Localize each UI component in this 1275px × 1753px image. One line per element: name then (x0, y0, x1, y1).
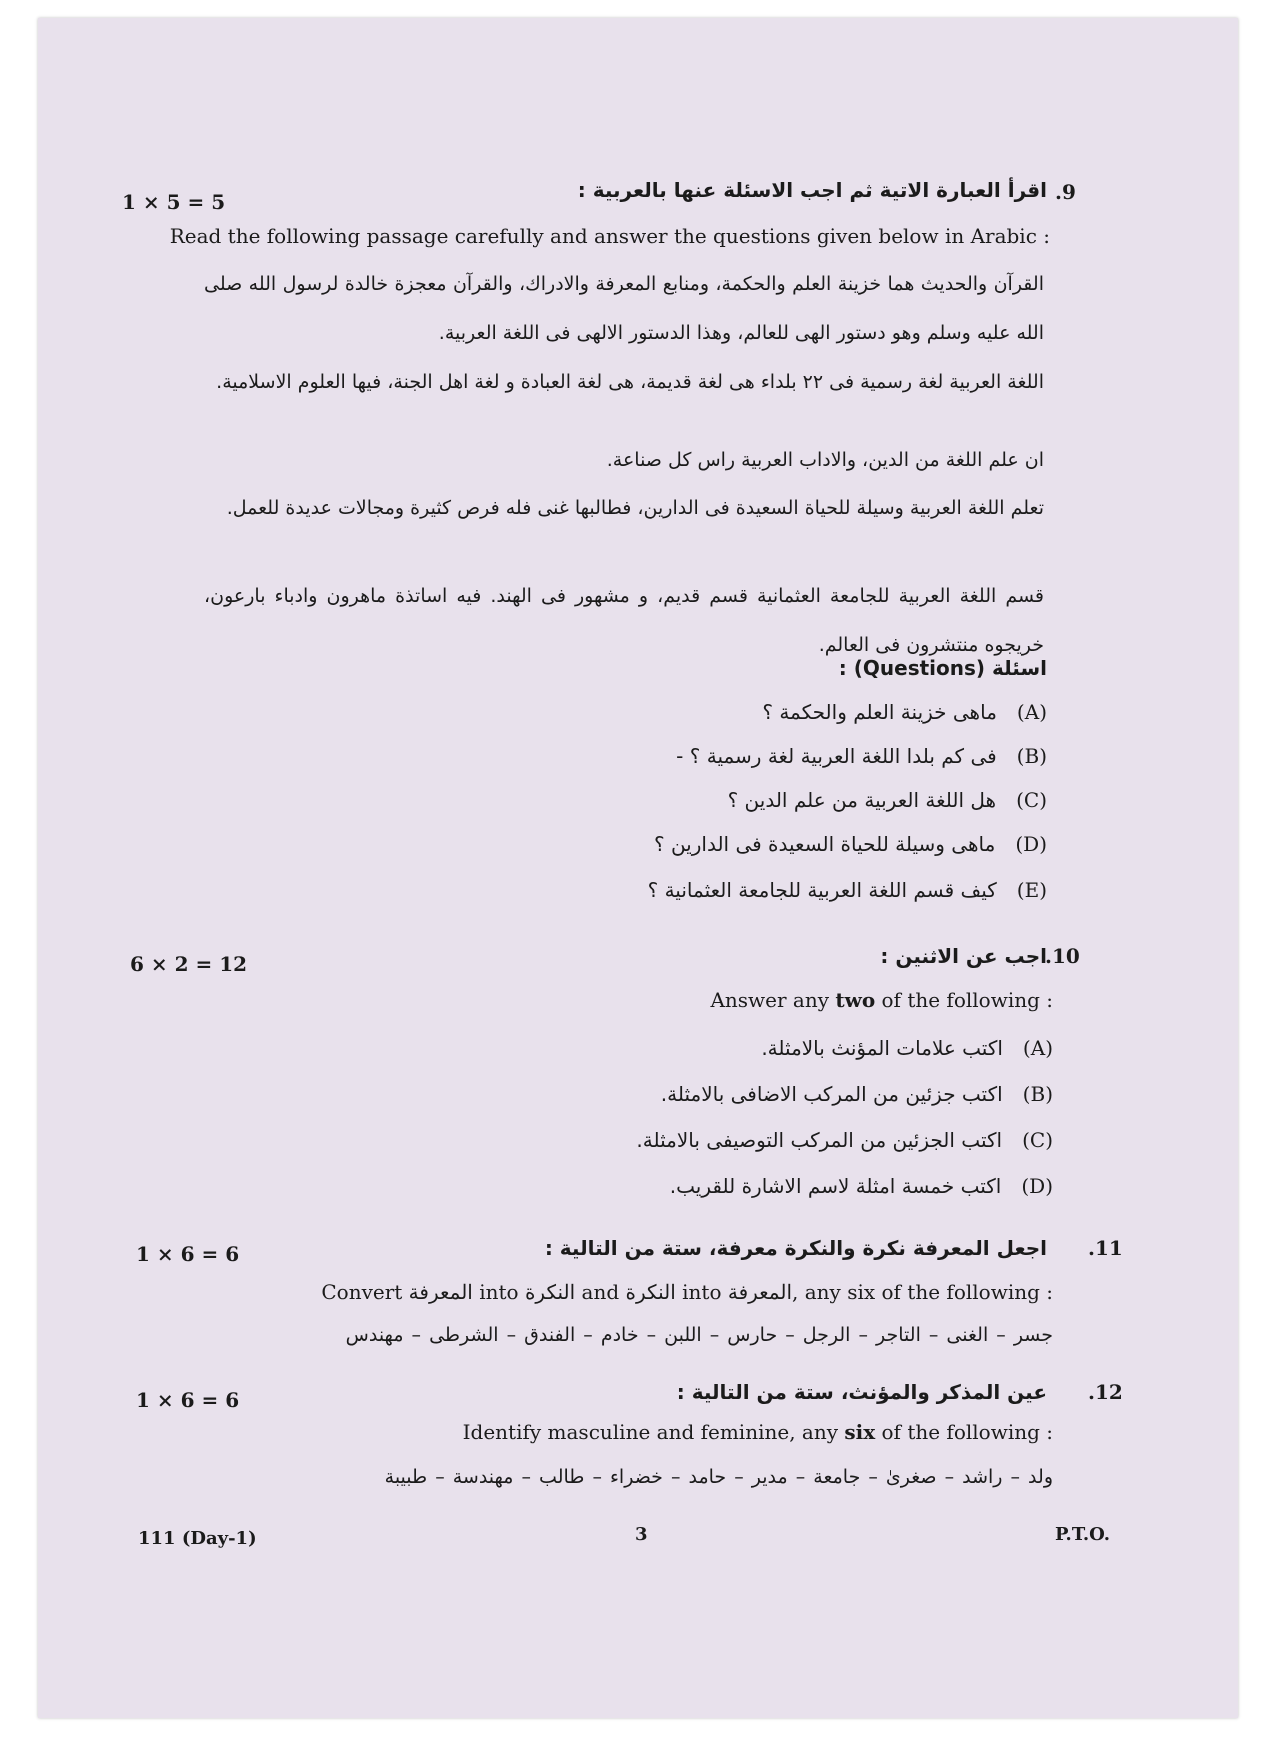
q9-passage-para-5: قسم اللغة العربية للجامعة العثمانية قسم قديم، و مشهور فى الهند. فيه اساتذة ماهرون وادباء بارعون، خريجوه منتشرون فى العالم. (204, 585, 1044, 656)
q10-option-c: (C)اكتب الجزئين من المركب التوصيفى بالامثلة. (636, 1128, 1053, 1152)
q9-passage-para-2: اللغة العربية لغة رسمية فى ٢٢ بلداء هى لغة قديمة، هى لغة العبادة و لغة اهل الجنة، فيها العلوم الاسلامية. (216, 371, 1044, 393)
q11-marks: 1 × 6 = 6 (136, 1242, 240, 1266)
q12-word-list: ولد – راشد – صغرىٰ – جامعة – مدير – حامد – خضراء – طالب – مهندسة – طبيبة (384, 1466, 1053, 1488)
q9-question-d: (D)ماهى وسيلة للحياة السعيدة فى الدارين ؟ (653, 832, 1047, 856)
q9-question-b: (B)فى كم بلدا اللغة العربية لغة رسمية ؟ - (676, 744, 1047, 768)
q9-question-e: (E)كيف قسم اللغة العربية للجامعة العثمانية ؟ (647, 878, 1047, 902)
q9-question-c: (C)هل اللغة العربية من علم الدين ؟ (727, 788, 1047, 812)
q9-passage-para-3: ان علم اللغة من الدين، والاداب العربية راس كل صناعة. (606, 449, 1044, 471)
q9-question-a: (A)ماهى خزينة العلم والحكمة ؟ (762, 700, 1047, 724)
q9-number: .9 (1055, 180, 1076, 204)
q11-instruction: Convert المعرفة into النكرة and النكرة into المعرفة, any six of the following : (321, 1280, 1053, 1304)
q11-word-list: جسر – الغنى – التاجر – الرجل – حارس – اللبن – خادم – الفندق – الشرطى – مهندس (345, 1324, 1053, 1346)
footer-pto: P.T.O. (1055, 1524, 1111, 1545)
q10-heading: اجب عن الاثنين : (880, 944, 1047, 968)
footer-paper-code: 111 (Day-1) (138, 1528, 257, 1549)
q12-number: .12 (1088, 1380, 1123, 1404)
q12-heading: عين المذكر والمؤنث، ستة من التالية : (676, 1380, 1047, 1404)
q9-instruction: Read the following passage carefully and answer the questions given below in Arabic : (169, 224, 1050, 248)
q9-questions-heading: اسئلة (Questions) : (838, 656, 1047, 680)
q11-number: .11 (1088, 1236, 1123, 1260)
q10-instruction: Answer any two of the following : (710, 988, 1053, 1012)
q11-heading: اجعل المعرفة نكرة والنكرة معرفة، ستة من التالية : (544, 1236, 1047, 1260)
q12-instruction: Identify masculine and feminine, any six of the following : (462, 1420, 1053, 1444)
q9-passage-para-1: القرآن والحديث هما خزينة العلم والحكمة، ومنابع المعرفة والادراك، والقرآن معجزة خالدة لرسول الله صلى الله عليه وسلم وهو دستور الهى للعالم، وهذا الدستور الالهى فى اللغة العربية. (204, 273, 1044, 344)
q9-passage-para-4: تعلم اللغة العربية وسيلة للحياة السعيدة فى الدارين، فطالبها غنى فله فرص كثيرة ومجالات عديدة للعمل. (226, 497, 1044, 519)
q12-marks: 1 × 6 = 6 (136, 1388, 240, 1412)
q9-marks: 1 × 5 = 5 (122, 190, 226, 214)
q10-option-d: (D)اكتب خمسة امثلة لاسم الاشارة للقريب. (669, 1174, 1053, 1198)
q9-heading: اقرأ العبارة الاتية ثم اجب الاسئلة عنها بالعربية : (577, 178, 1047, 202)
q10-number: .10 (1045, 944, 1080, 968)
q10-option-b: (B)اكتب جزئين من المركب الاضافى بالامثلة. (660, 1082, 1053, 1106)
q10-marks: 6 × 2 = 12 (130, 952, 248, 976)
q10-option-a: (A)اكتب علامات المؤنث بالامثلة. (761, 1036, 1053, 1060)
footer-page-number: 3 (635, 1524, 648, 1545)
